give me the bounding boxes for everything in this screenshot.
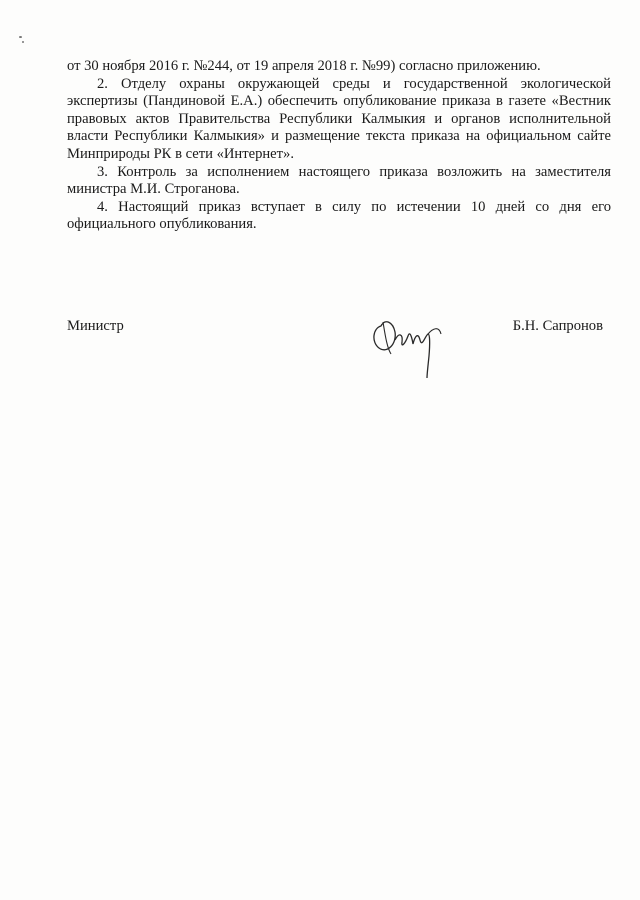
scan-speck bbox=[19, 36, 22, 38]
signer-name: Б.Н. Сапронов bbox=[512, 318, 603, 334]
position-title: Министр bbox=[67, 318, 124, 334]
handwritten-signature bbox=[367, 304, 457, 379]
order-text bbox=[67, 58, 611, 234]
paragraph-1-tail: от 30 ноября 2016 г. №244, от 19 апреля 2018 г. №99) согласно приложению. bbox=[67, 58, 541, 74]
signature-block bbox=[67, 318, 611, 388]
paragraph-3: 3. Контроль за исполнением настоящего приказа возложить на заместителя министра М.И. Строганова. bbox=[67, 163, 611, 198]
scan-speck bbox=[22, 41, 24, 43]
paragraph-4: 4. Настоящий приказ вступает в силу по истечении 10 дней со дня его официального опубликования. bbox=[67, 198, 611, 233]
paragraph-2: 2. Отделу охраны окружающей среды и государственной экологической экспертизы (Пандиновой Е.А.) обеспечить опубликование приказа в газете «Вестник правовых актов Правительства Республики Калмыкия и органов исполнительной власти Республики Калмыкия» и размещение текста приказа на официальном сайте Минприроды РК в сети «Интернет». bbox=[67, 75, 611, 162]
